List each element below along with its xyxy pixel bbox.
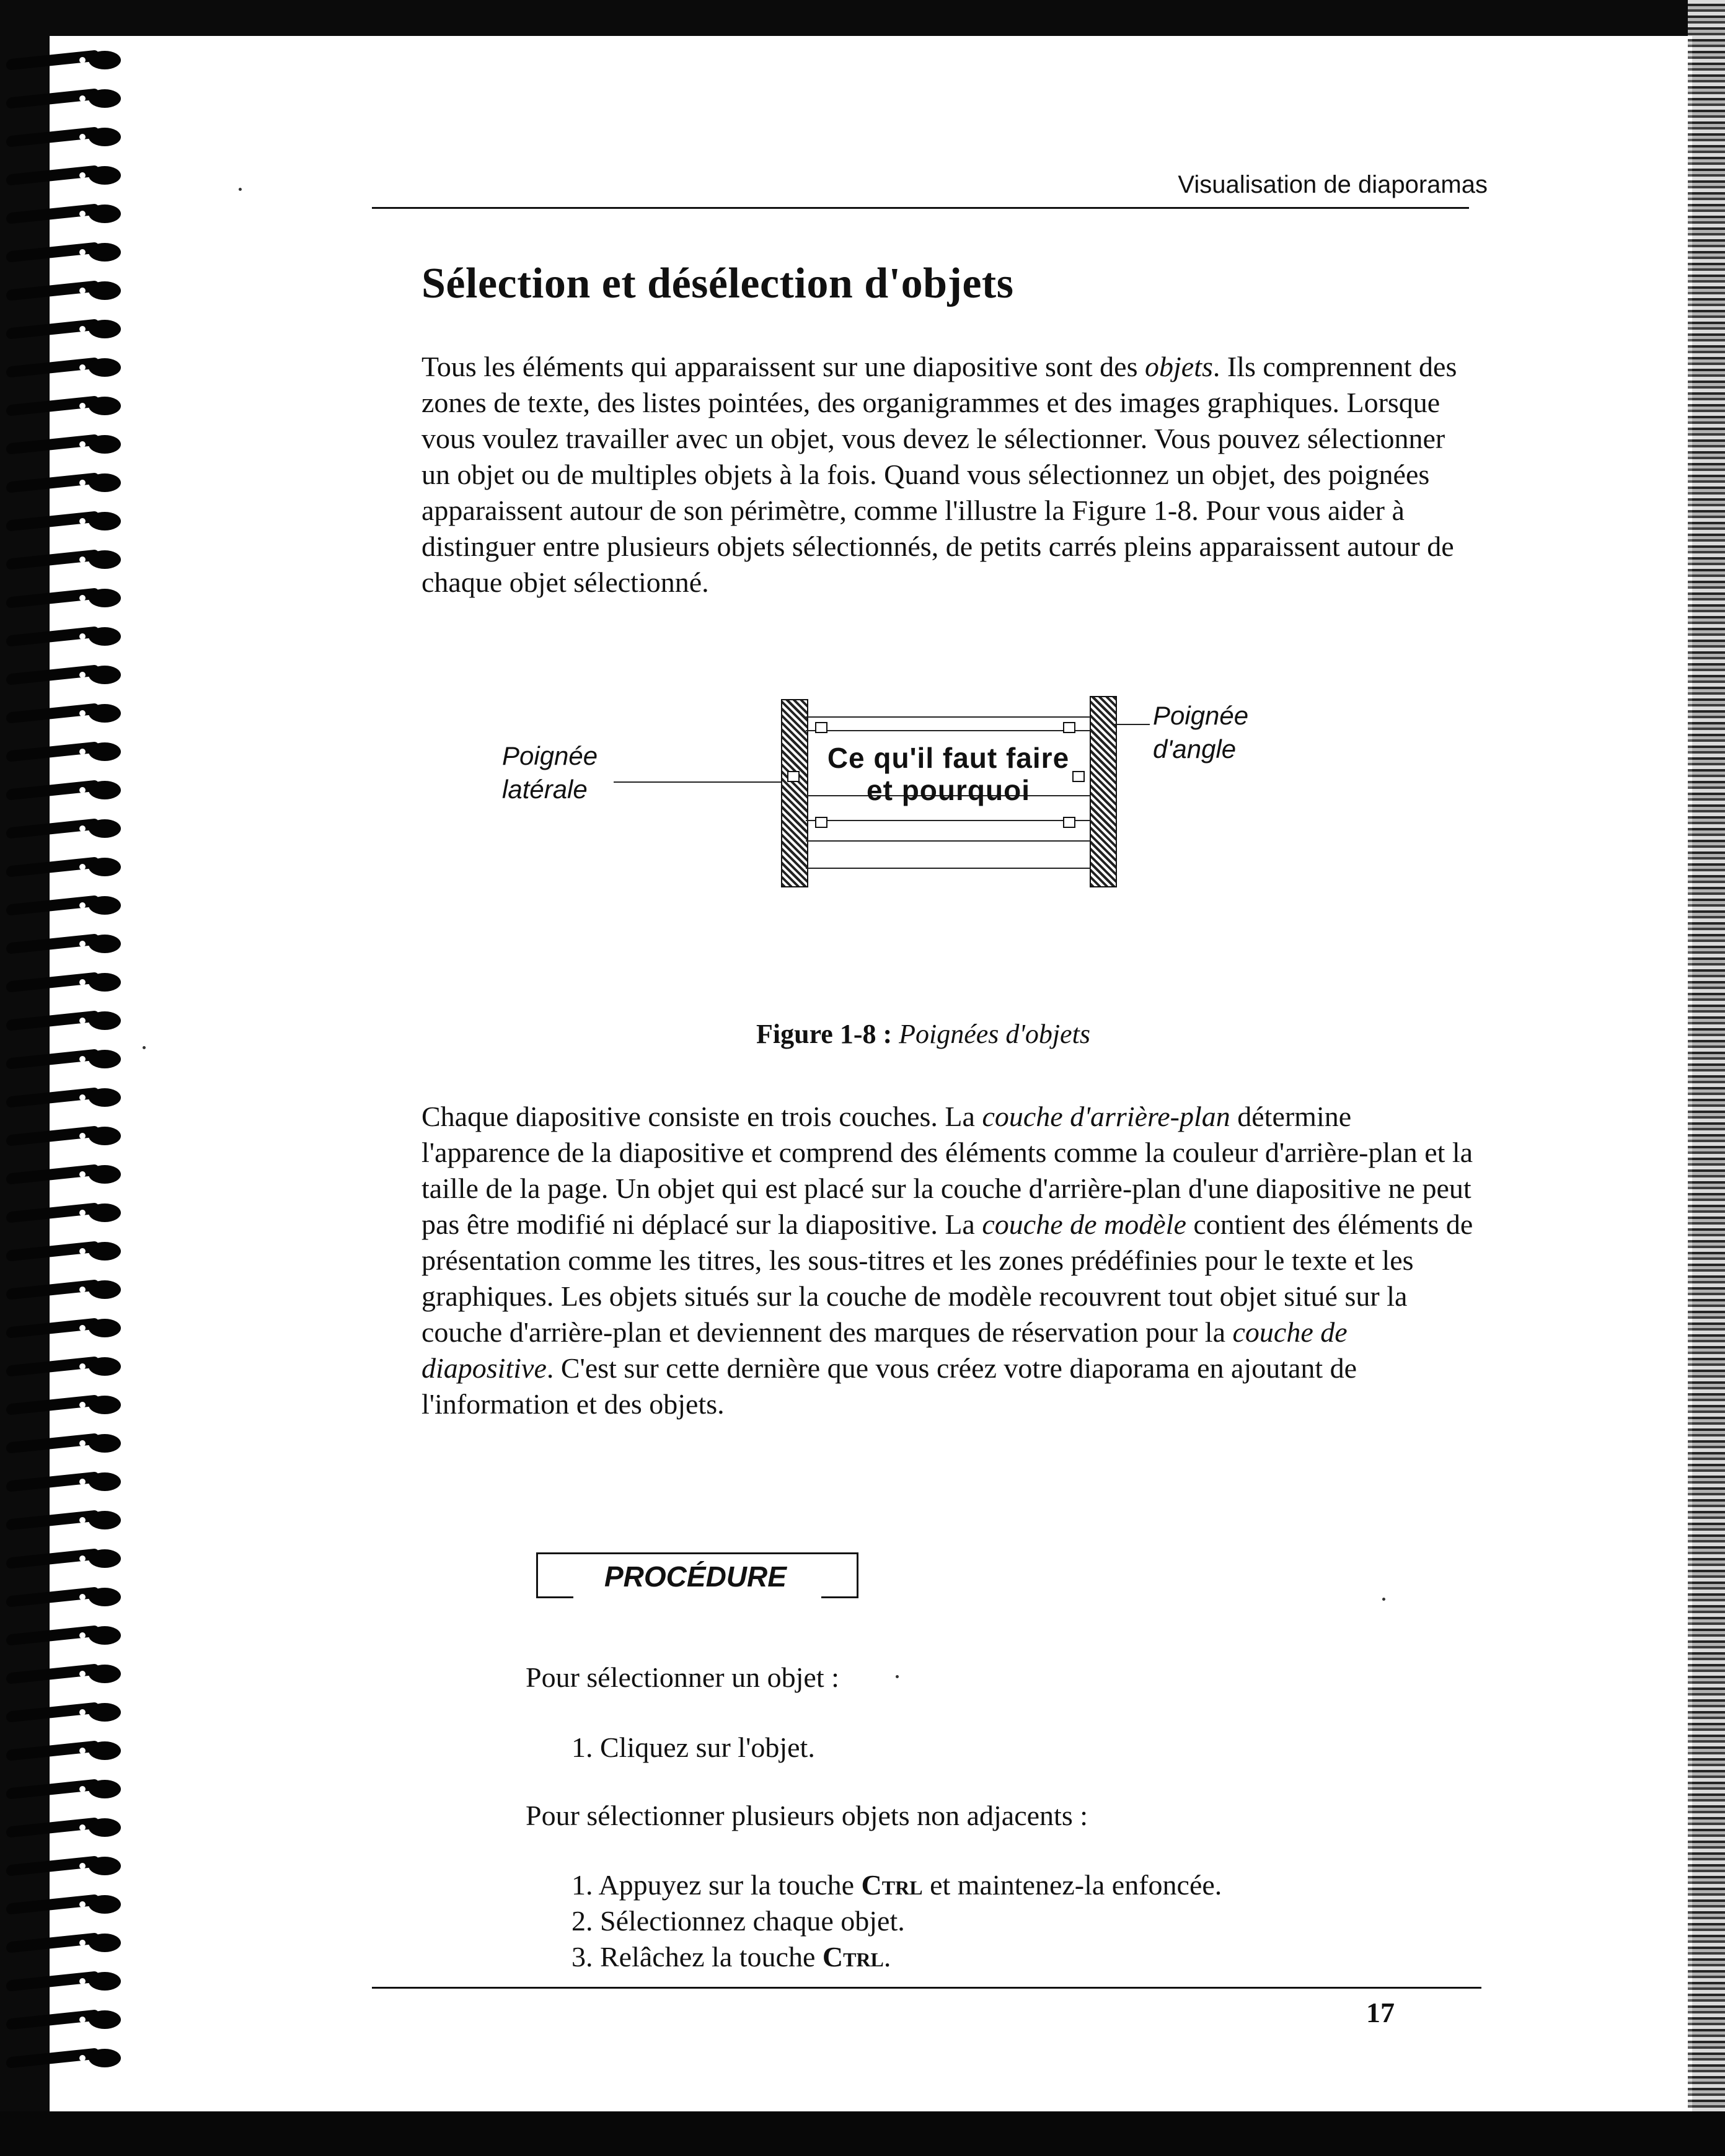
binding-coil bbox=[6, 1279, 121, 1300]
punch-hole bbox=[79, 1517, 86, 1523]
layers-emphasis-3: couche de diapositive bbox=[421, 1316, 1348, 1384]
spiral-binding bbox=[0, 50, 124, 2113]
box-top-line bbox=[806, 716, 1091, 718]
scan-speck bbox=[143, 1046, 146, 1049]
binding-coil bbox=[6, 2048, 121, 2069]
coil-loop bbox=[89, 243, 121, 262]
coil-loop bbox=[89, 397, 121, 415]
box-bottom-line bbox=[806, 868, 1091, 869]
side-handle-label bbox=[502, 739, 598, 806]
binding-coil bbox=[6, 1548, 121, 1569]
punch-hole bbox=[79, 1978, 86, 1984]
coil-loop bbox=[89, 1357, 121, 1376]
box-edge-bottom-right bbox=[821, 1596, 858, 1598]
page-number: 17 bbox=[1366, 1997, 1395, 2028]
coil-loop bbox=[89, 1050, 121, 1068]
select-many-step3 bbox=[571, 1939, 891, 1975]
binding-coil bbox=[6, 1971, 121, 1992]
coil-loop bbox=[89, 1434, 121, 1453]
scanned-page bbox=[50, 36, 1692, 2112]
coil-loop bbox=[89, 1549, 121, 1568]
box-edge-top bbox=[536, 1552, 858, 1554]
binding-coil bbox=[6, 1471, 121, 1492]
coil-loop bbox=[89, 1703, 121, 1722]
punch-hole bbox=[79, 518, 86, 524]
coil-loop bbox=[89, 1895, 121, 1914]
binding-coil bbox=[6, 50, 121, 71]
coil-loop bbox=[89, 742, 121, 761]
coil-loop bbox=[89, 704, 121, 723]
coil-loop bbox=[89, 435, 121, 454]
scan-speck bbox=[239, 188, 242, 191]
layers-text-4: . C'est sur cette dernière que vous créez votre diaporama en ajoutant de l'information et des objets. bbox=[421, 1352, 1357, 1420]
ctrl-key-label: Ctrl bbox=[861, 1869, 923, 1901]
coil-loop bbox=[89, 819, 121, 838]
coil-loop bbox=[89, 973, 121, 992]
coil-loop bbox=[89, 1396, 121, 1414]
coil-loop bbox=[89, 128, 121, 146]
layers-emphasis-2: couche de modèle bbox=[982, 1208, 1186, 1240]
footer-rule bbox=[372, 1987, 1481, 1989]
select-one-step1: 1. Cliquez sur l'objet. bbox=[571, 1731, 815, 1763]
binding-coil bbox=[6, 856, 121, 878]
punch-hole bbox=[79, 1018, 86, 1024]
step1-text-a: 1. Appuyez sur la touche bbox=[571, 1869, 862, 1901]
side-handle-label-line2: latérale bbox=[502, 775, 588, 804]
punch-hole bbox=[79, 1325, 86, 1331]
punch-hole bbox=[79, 1402, 86, 1408]
mid-left-handle bbox=[787, 771, 800, 782]
punch-hole bbox=[79, 364, 86, 371]
binding-coil bbox=[6, 626, 121, 647]
ctrl-key-label-2: Ctrl bbox=[822, 1941, 884, 1973]
layers-text-1: Chaque diapositive consiste en trois couches. La bbox=[421, 1101, 982, 1132]
intro-text-1: Tous les éléments qui apparaissent sur une diapositive sont des bbox=[421, 351, 1145, 382]
coil-loop bbox=[89, 550, 121, 569]
punch-hole bbox=[79, 1171, 86, 1177]
punch-hole bbox=[79, 557, 86, 563]
corner-handle-label bbox=[1153, 699, 1248, 766]
coil-loop bbox=[89, 281, 121, 300]
binding-coil bbox=[6, 395, 121, 416]
coil-loop bbox=[89, 1088, 121, 1107]
binding-coil bbox=[6, 1049, 121, 1070]
coil-loop bbox=[89, 51, 121, 69]
punch-hole bbox=[79, 902, 86, 909]
box-line-2 bbox=[806, 730, 1091, 731]
punch-hole bbox=[79, 1824, 86, 1831]
intro-emphasis: objets bbox=[1145, 351, 1213, 382]
binding-coil bbox=[6, 203, 121, 224]
punch-hole bbox=[79, 1632, 86, 1639]
box-edge-left bbox=[536, 1552, 538, 1598]
binding-coil bbox=[6, 165, 121, 186]
coil-loop bbox=[89, 1242, 121, 1261]
layers-text-2: détermine l'apparence de la diapositive et comprend des éléments comme la couleur d'arrière-plan et la taille de la page. Un objet qui est placé sur la couche d'arrière-plan d'une diapositive ne peut pas être modifié ni déplacé sur la diapositive. La bbox=[421, 1101, 1473, 1240]
coil-loop bbox=[89, 1741, 121, 1760]
binding-coil bbox=[6, 1010, 121, 1031]
coil-loop bbox=[89, 1626, 121, 1645]
binding-coil bbox=[6, 1164, 121, 1185]
punch-hole bbox=[79, 1748, 86, 1754]
punch-hole bbox=[79, 1709, 86, 1715]
scan-speck bbox=[896, 1675, 899, 1678]
binding-coil bbox=[6, 126, 121, 147]
punch-hole bbox=[79, 1786, 86, 1792]
binding-coil bbox=[6, 88, 121, 109]
step3-text-b: . bbox=[883, 1941, 891, 1973]
coil-loop bbox=[89, 89, 121, 108]
binding-coil bbox=[6, 1625, 121, 1646]
intro-paragraph bbox=[421, 349, 1475, 601]
punch-hole bbox=[79, 2055, 86, 2061]
binding-coil bbox=[6, 1202, 121, 1223]
punch-hole bbox=[79, 211, 86, 217]
coil-loop bbox=[89, 1818, 121, 1837]
box-line-4 bbox=[806, 820, 1091, 821]
select-many-step1 bbox=[571, 1867, 1222, 1903]
section-title: Sélection et désélection d'objets bbox=[421, 260, 1014, 307]
binding-coil bbox=[6, 1663, 121, 1684]
box-text-line1: Ce qu'il faut faire bbox=[827, 742, 1070, 774]
coil-loop bbox=[89, 1780, 121, 1798]
select-one-intro: Pour sélectionner un objet : bbox=[526, 1661, 839, 1693]
scan-speck bbox=[1382, 1598, 1385, 1601]
figure-caption-title: Poignées d'objets bbox=[899, 1019, 1090, 1049]
punch-hole bbox=[79, 1287, 86, 1293]
figure-caption bbox=[756, 1018, 1090, 1050]
step1-text-b: et maintenez-la enfoncée. bbox=[922, 1869, 1222, 1901]
punch-hole bbox=[79, 979, 86, 985]
select-many-step2: 2. Sélectionnez chaque objet. bbox=[571, 1905, 905, 1937]
coil-loop bbox=[89, 205, 121, 223]
punch-hole bbox=[79, 1479, 86, 1485]
coil-loop bbox=[89, 320, 121, 338]
punch-hole bbox=[79, 1363, 86, 1370]
coil-loop bbox=[89, 666, 121, 684]
coil-loop bbox=[89, 1934, 121, 1952]
punch-hole bbox=[79, 403, 86, 409]
binding-coil bbox=[6, 242, 121, 263]
punch-hole bbox=[79, 1940, 86, 1946]
coil-loop bbox=[89, 1165, 121, 1184]
punch-hole bbox=[79, 672, 86, 678]
punch-hole bbox=[79, 2017, 86, 2023]
punch-hole bbox=[79, 480, 86, 486]
binding-coil bbox=[6, 703, 121, 724]
binding-coil bbox=[6, 434, 121, 455]
coil-loop bbox=[89, 1665, 121, 1683]
coil-loop bbox=[89, 1511, 121, 1529]
punch-hole bbox=[79, 288, 86, 294]
binding-coil bbox=[6, 1855, 121, 1877]
binding-coil bbox=[6, 1702, 121, 1723]
punch-hole bbox=[79, 749, 86, 755]
binding-coil bbox=[6, 972, 121, 993]
binding-coil bbox=[6, 1586, 121, 1608]
box-edge-right bbox=[857, 1552, 858, 1598]
binding-coil bbox=[6, 1779, 121, 1800]
coil-loop bbox=[89, 1972, 121, 1991]
binding-coil bbox=[6, 1740, 121, 1761]
coil-loop bbox=[89, 1319, 121, 1337]
punch-hole bbox=[79, 1094, 86, 1101]
punch-hole bbox=[79, 941, 86, 947]
punch-hole bbox=[79, 249, 86, 255]
box-text-line2: et pourquoi bbox=[867, 774, 1030, 806]
procedure-heading-box bbox=[536, 1552, 858, 1598]
punch-hole bbox=[79, 710, 86, 716]
step3-text-a: 3. Relâchez la touche bbox=[571, 1941, 823, 1973]
punch-hole bbox=[79, 1210, 86, 1216]
binding-coil bbox=[6, 357, 121, 378]
punch-hole bbox=[79, 1594, 86, 1600]
punch-hole bbox=[79, 595, 86, 601]
binding-coil bbox=[6, 741, 121, 762]
binding-coil bbox=[6, 587, 121, 609]
side-handle-pointer bbox=[614, 781, 781, 783]
coil-loop bbox=[89, 858, 121, 876]
coil-loop bbox=[89, 2010, 121, 2029]
binding-coil bbox=[6, 780, 121, 801]
corner-handle-label-line1: Poignée bbox=[1153, 701, 1249, 730]
punch-hole bbox=[79, 864, 86, 870]
binding-coil bbox=[6, 895, 121, 916]
punch-hole bbox=[79, 134, 86, 140]
binding-coil bbox=[6, 1433, 121, 1454]
punch-hole bbox=[79, 1671, 86, 1677]
coil-loop bbox=[89, 1857, 121, 1875]
intro-text-2: . Ils comprennent des zones de texte, des listes pointées, des organigrammes et des images graphiques. Lorsque vous voulez travailler avec un objet, vous devez le sélectionner. Vous pouvez sélectionner un objet ou de multiples objets à la fois. Quand vous sélectionnez un objet, des poignées apparaissent autour de son périmètre, comme l'illustre la Figure 1-8. Pour vous aider à distinguer entre plusieurs objets sélectionnés, de petits carrés pleins apparaissent autour de chaque objet sélectionné. bbox=[421, 351, 1457, 598]
binding-coil bbox=[6, 664, 121, 685]
punch-hole bbox=[79, 1056, 86, 1062]
punch-hole bbox=[79, 441, 86, 447]
coil-loop bbox=[89, 1127, 121, 1145]
punch-hole bbox=[79, 1440, 86, 1446]
coil-loop bbox=[89, 1588, 121, 1606]
procedure-label: PROCÉDURE bbox=[604, 1560, 787, 1593]
corner-handle-pointer bbox=[1113, 724, 1150, 725]
box-edge-bottom-left bbox=[536, 1596, 573, 1598]
punch-hole bbox=[79, 787, 86, 793]
scanner-bottom-edge bbox=[0, 2111, 1725, 2156]
binding-coil bbox=[6, 1241, 121, 1262]
bottom-left-handle bbox=[815, 817, 827, 828]
layers-text-3: contient des éléments de présentation comme les titres, les sous-titres et les zones prédéfinies pour le texte et les graphiques. Les objets situés sur la couche de modèle recouvrent tout objet situé sur la couche d'arrière-plan et deviennent des marques de réservation pour la bbox=[421, 1208, 1473, 1348]
binding-coil bbox=[6, 1356, 121, 1377]
punch-hole bbox=[79, 1555, 86, 1562]
binding-coil bbox=[6, 1932, 121, 1953]
coil-loop bbox=[89, 1472, 121, 1491]
binding-coil bbox=[6, 472, 121, 493]
page-edge-shadow bbox=[1688, 0, 1725, 2156]
box-line-5 bbox=[806, 840, 1091, 842]
bottom-right-handle bbox=[1063, 817, 1075, 828]
punch-hole bbox=[79, 1863, 86, 1869]
coil-loop bbox=[89, 1203, 121, 1222]
binding-coil bbox=[6, 1125, 121, 1146]
header-rule bbox=[372, 207, 1469, 209]
punch-hole bbox=[79, 326, 86, 332]
coil-loop bbox=[89, 896, 121, 915]
punch-hole bbox=[79, 633, 86, 640]
top-left-handle bbox=[815, 722, 827, 733]
top-right-handle bbox=[1063, 722, 1075, 733]
binding-coil bbox=[6, 933, 121, 954]
coil-loop bbox=[89, 166, 121, 185]
punch-hole bbox=[79, 1248, 86, 1254]
punch-hole bbox=[79, 825, 86, 832]
coil-loop bbox=[89, 781, 121, 799]
running-header: Visualisation de diaporamas bbox=[1178, 171, 1488, 198]
coil-loop bbox=[89, 589, 121, 607]
coil-loop bbox=[89, 2049, 121, 2067]
coil-loop bbox=[89, 1280, 121, 1299]
coil-loop bbox=[89, 627, 121, 646]
coil-loop bbox=[89, 358, 121, 377]
coil-loop bbox=[89, 935, 121, 953]
select-many-intro: Pour sélectionner plusieurs objets non adjacents : bbox=[526, 1800, 1088, 1831]
punch-hole bbox=[79, 95, 86, 102]
binding-coil bbox=[6, 1087, 121, 1108]
binding-coil bbox=[6, 1510, 121, 1531]
binding-coil bbox=[6, 319, 121, 340]
corner-handle-label-line2: d'angle bbox=[1153, 734, 1237, 763]
coil-loop bbox=[89, 1011, 121, 1030]
layers-emphasis-1: couche d'arrière-plan bbox=[982, 1101, 1230, 1132]
binding-coil bbox=[6, 1894, 121, 1915]
binding-coil bbox=[6, 1318, 121, 1339]
coil-loop bbox=[89, 512, 121, 530]
punch-hole bbox=[79, 1901, 86, 1907]
punch-hole bbox=[79, 172, 86, 178]
binding-coil bbox=[6, 511, 121, 532]
punch-hole bbox=[79, 57, 86, 63]
binding-coil bbox=[6, 2009, 121, 2030]
figure-object-handles bbox=[502, 693, 1308, 904]
binding-coil bbox=[6, 1817, 121, 1838]
punch-hole bbox=[79, 1133, 86, 1139]
layers-paragraph bbox=[421, 1099, 1475, 1422]
binding-coil bbox=[6, 549, 121, 570]
figure-caption-number: Figure 1-8 : bbox=[756, 1019, 893, 1049]
coil-loop bbox=[89, 473, 121, 492]
binding-coil bbox=[6, 280, 121, 301]
side-handle-label-line1: Poignée bbox=[502, 741, 598, 770]
binding-coil bbox=[6, 1394, 121, 1415]
binding-coil bbox=[6, 818, 121, 839]
